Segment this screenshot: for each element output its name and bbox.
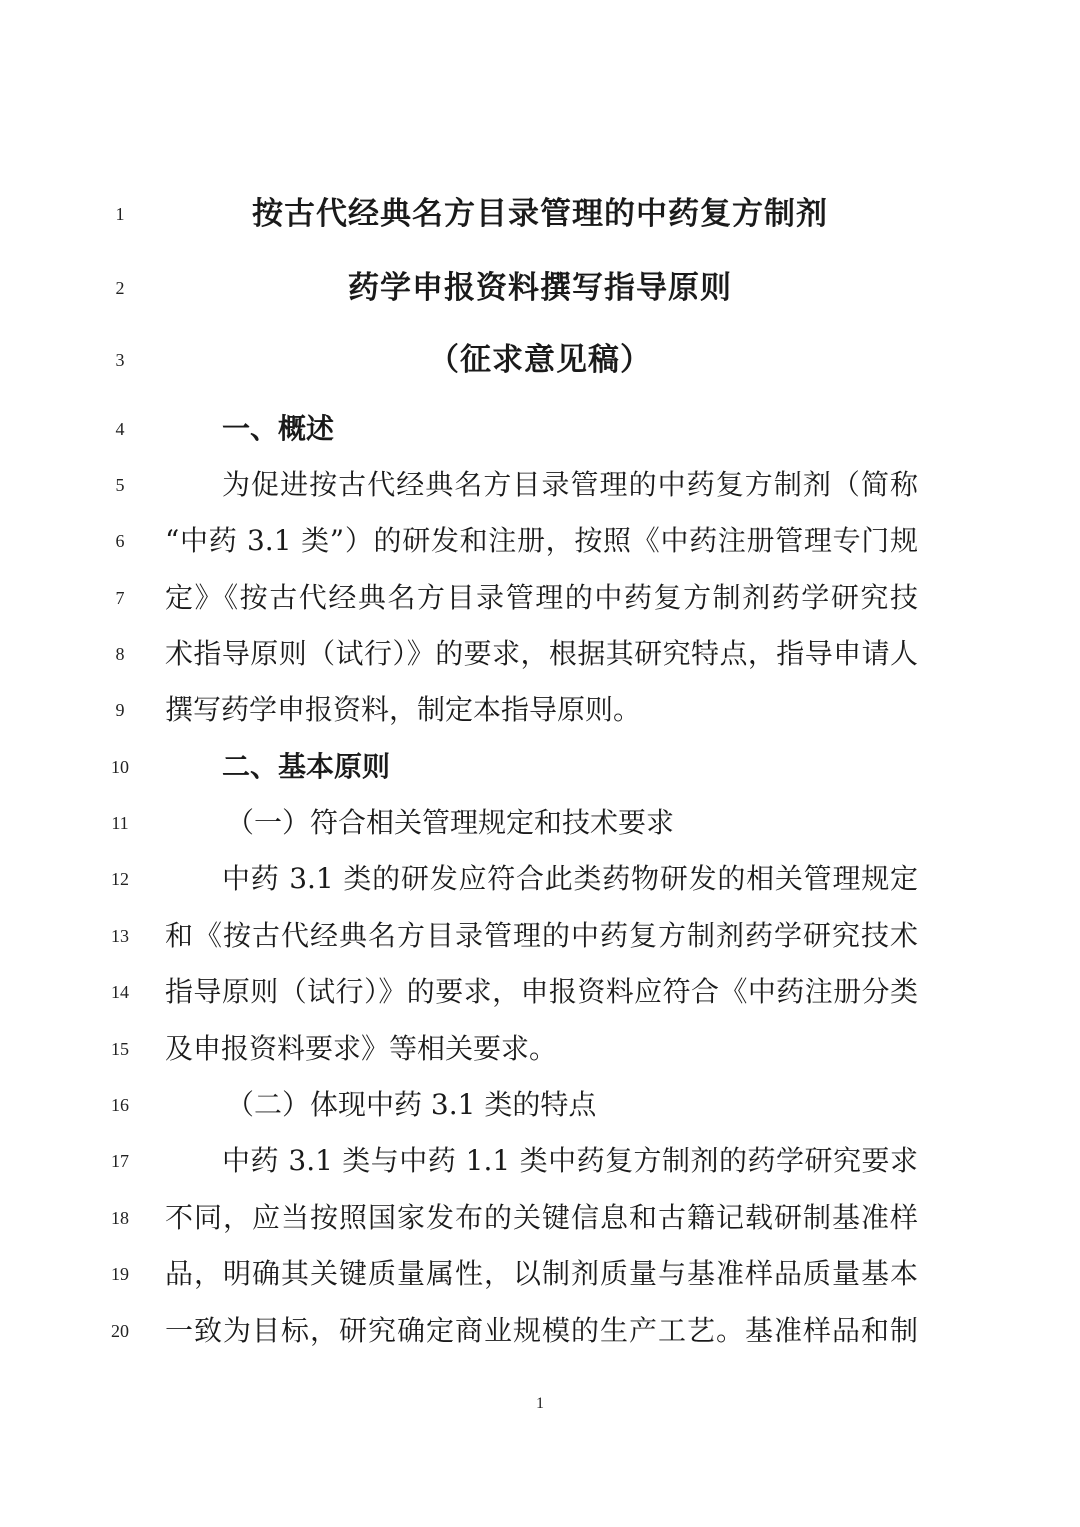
line-15 <box>0 1021 1080 1077</box>
subsection-heading-2: （二）体现中药 3.1 类的特点 <box>226 1088 597 1121</box>
line-5 <box>0 457 1080 513</box>
paragraph-text: 一致为目标，研究确定商业规模的生产工艺。基准样品和制 <box>165 1314 918 1347</box>
line-number: 13 <box>111 926 129 946</box>
subsection-heading-1: （一）符合相关管理规定和技术要求 <box>226 806 675 839</box>
line-20 <box>0 1303 1080 1359</box>
paragraph-text: 中药 3.1 类与中药 1.1 类中药复方制剂的药学研究要求 <box>222 1144 918 1177</box>
line-12 <box>0 851 1080 907</box>
line-6 <box>0 513 1080 569</box>
paragraph-text: “中药 3.1 类”）的研发和注册，按照《中药注册管理专门规 <box>165 524 918 557</box>
line-number: 3 <box>115 350 125 370</box>
paragraph-text: 指导原则（试行）》的要求，申报资料应符合《中药注册分类 <box>165 975 918 1008</box>
line-number: 15 <box>111 1039 129 1059</box>
line-number: 20 <box>111 1321 129 1341</box>
paragraph-text: 术指导原则（试行）》的要求，根据其研究特点，指导申请人 <box>165 637 918 670</box>
section-heading-overview: 一、概述 <box>222 412 335 445</box>
paragraph-text: 不同，应当按照国家发布的关键信息和古籍记载研制基准样 <box>165 1201 918 1234</box>
line-18 <box>0 1190 1080 1246</box>
line-7 <box>0 570 1080 626</box>
document-title-line-2: 药学申报资料撰写指导原则 <box>348 270 732 306</box>
line-number: 4 <box>115 419 125 439</box>
line-2 <box>0 260 1080 316</box>
line-number: 2 <box>115 278 125 298</box>
line-number: 11 <box>111 813 129 833</box>
line-number: 12 <box>111 869 129 889</box>
page-number: 1 <box>536 1395 544 1412</box>
line-9 <box>0 682 1080 738</box>
paragraph-text: 撰写药学申报资料，制定本指导原则。 <box>165 693 642 726</box>
line-number: 10 <box>111 757 129 777</box>
document-title-line-1: 按古代经典名方目录管理的中药复方制剂 <box>252 196 828 232</box>
line-number: 18 <box>111 1208 129 1228</box>
line-19 <box>0 1246 1080 1302</box>
document-subtitle: （征求意见稿） <box>428 342 652 378</box>
line-number: 8 <box>115 644 125 664</box>
line-number: 16 <box>111 1095 129 1115</box>
line-8 <box>0 626 1080 682</box>
paragraph-text: 及申报资料要求》等相关要求。 <box>165 1032 558 1065</box>
paragraph-text: 为促进按古代经典名方目录管理的中药复方制剂（简称 <box>222 468 918 501</box>
paragraph-text: 中药 3.1 类的研发应符合此类药物研发的相关管理规定 <box>222 862 918 895</box>
line-1 <box>0 186 1080 242</box>
line-number: 7 <box>115 588 125 608</box>
line-number: 6 <box>115 531 125 551</box>
line-number: 9 <box>115 700 125 720</box>
line-13 <box>0 908 1080 964</box>
paragraph-text: 定》《按古代经典名方目录管理的中药复方制剂药学研究技 <box>165 581 918 614</box>
line-number: 17 <box>111 1151 129 1171</box>
line-number: 1 <box>115 204 125 224</box>
paragraph-text: 品，明确其关键质量属性，以制剂质量与基准样品质量基本 <box>165 1257 918 1290</box>
line-14 <box>0 964 1080 1020</box>
section-heading-basic-principles: 二、基本原则 <box>222 750 391 783</box>
line-number: 5 <box>115 475 125 495</box>
line-3 <box>0 332 1080 388</box>
line-number: 19 <box>111 1264 129 1284</box>
line-17 <box>0 1133 1080 1189</box>
line-11 <box>0 795 1080 851</box>
line-10 <box>0 739 1080 795</box>
line-number: 14 <box>111 982 129 1002</box>
line-16 <box>0 1077 1080 1133</box>
line-4 <box>0 401 1080 457</box>
paragraph-text: 和《按古代经典名方目录管理的中药复方制剂药学研究技术 <box>165 919 918 952</box>
